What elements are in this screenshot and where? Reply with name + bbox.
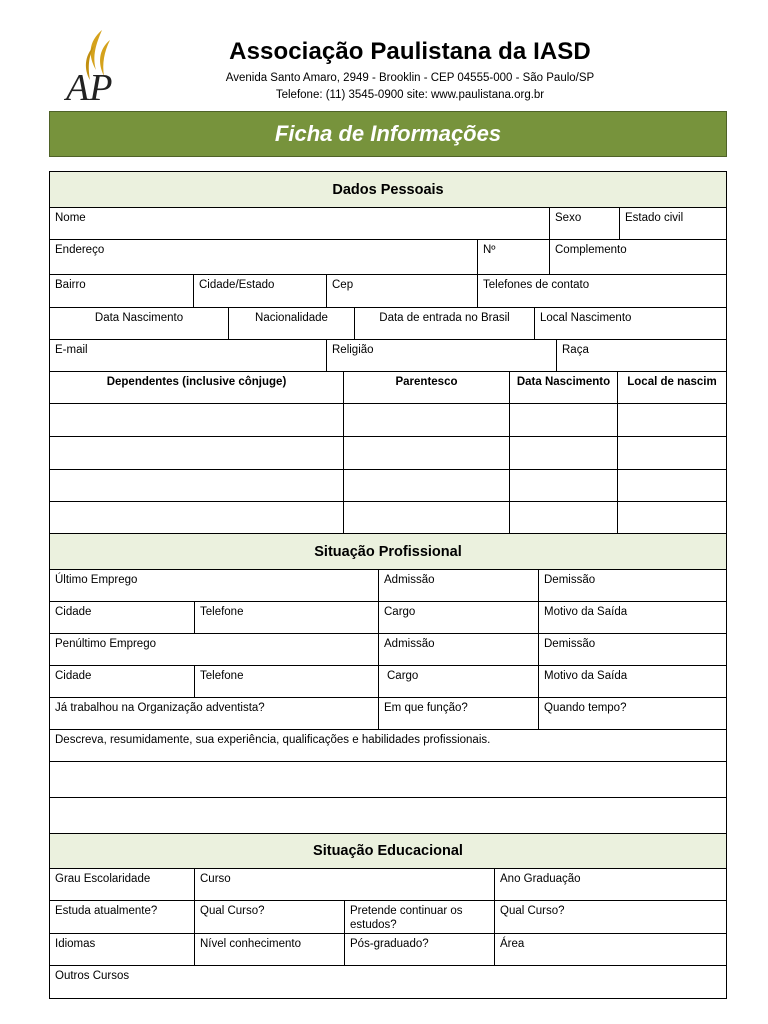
dependente-local-cell[interactable] — [618, 404, 726, 437]
field-qual-curso[interactable]: Qual Curso? — [195, 901, 345, 934]
field-motivo-saida[interactable]: Motivo da Saída — [539, 666, 726, 698]
field-ano-graduacao[interactable]: Ano Graduação — [495, 869, 726, 901]
field-quando-tempo[interactable]: Quando tempo? — [539, 698, 726, 730]
field-nome[interactable]: Nome — [50, 208, 550, 240]
dependente-data-cell[interactable] — [510, 404, 618, 437]
dependente-local-cell[interactable] — [618, 502, 726, 534]
section-situacao-profissional: Situação Profissional — [50, 534, 726, 570]
field-endereco[interactable]: Endereço — [50, 240, 478, 275]
dependente-parentesco-cell[interactable] — [344, 470, 510, 502]
form-title-banner — [49, 111, 727, 157]
field-admissao[interactable]: Admissão — [379, 570, 539, 602]
field-demissao[interactable]: Demissão — [539, 570, 726, 602]
field-cargo[interactable]: Cargo — [379, 602, 539, 634]
field-descreva-experiencia[interactable]: Descreva, resumidamente, sua experiência, qualificações e habilidades profissionais. — [50, 730, 726, 762]
dependente-data-cell[interactable] — [510, 470, 618, 502]
organization-contact: Telefone: (11) 3545-0900 site: www.paulistana.org.br — [275, 89, 545, 101]
field-nacionalidade[interactable]: Nacionalidade — [229, 308, 355, 340]
field-telefone[interactable]: Telefone — [195, 602, 379, 634]
field-motivo-saida[interactable]: Motivo da Saída — [539, 602, 726, 634]
field-bairro[interactable]: Bairro — [50, 275, 194, 308]
field-em-que-funcao[interactable]: Em que função? — [379, 698, 539, 730]
field-cargo[interactable]: Cargo — [379, 666, 539, 698]
dependente-data-cell[interactable] — [510, 437, 618, 470]
section-dados-pessoais: Dados Pessoais — [50, 172, 726, 208]
field-local-nascimento[interactable]: Local Nascimento — [535, 308, 726, 340]
dependentes-header: Dependentes (inclusive cônjuge) — [50, 372, 344, 404]
field-raca[interactable]: Raça — [557, 340, 726, 372]
field-religiao[interactable]: Religião — [327, 340, 557, 372]
dependente-name-cell[interactable] — [50, 404, 344, 437]
dependente-name-cell[interactable] — [50, 437, 344, 470]
field-pos-graduado[interactable]: Pós-graduado? — [345, 934, 495, 966]
field-cidade-estado[interactable]: Cidade/Estado — [194, 275, 327, 308]
field-pretende-continuar[interactable]: Pretende continuar os estudos? — [345, 901, 495, 934]
experiencia-line[interactable] — [50, 762, 726, 798]
ap-logo — [58, 26, 142, 104]
dependente-parentesco-cell[interactable] — [344, 437, 510, 470]
field-sexo[interactable]: Sexo — [550, 208, 620, 240]
field-ultimo-emprego[interactable]: Último Emprego — [50, 570, 379, 602]
field-ja-trabalhou[interactable]: Já trabalhou na Organização adventista? — [50, 698, 379, 730]
experiencia-line[interactable] — [50, 798, 726, 834]
logo-letters: AP — [66, 67, 113, 104]
field-admissao[interactable]: Admissão — [379, 634, 539, 666]
field-area[interactable]: Área — [495, 934, 726, 966]
local-nascimento-header: Local de nascim — [618, 372, 726, 404]
field-estado-civil[interactable]: Estado civil — [620, 208, 726, 240]
dependente-local-cell[interactable] — [618, 437, 726, 470]
field-telefones-contato[interactable]: Telefones de contato — [478, 275, 726, 308]
information-form — [49, 171, 727, 999]
dependente-parentesco-cell[interactable] — [344, 502, 510, 534]
field-curso[interactable]: Curso — [195, 869, 495, 901]
field-telefone[interactable]: Telefone — [195, 666, 379, 698]
form-title: Ficha de Informações — [274, 121, 502, 146]
field-demissao[interactable]: Demissão — [539, 634, 726, 666]
field-idiomas[interactable]: Idiomas — [50, 934, 195, 966]
dependente-data-cell[interactable] — [510, 502, 618, 534]
field-cidade[interactable]: Cidade — [50, 666, 195, 698]
data-nascimento-header: Data Nascimento — [510, 372, 618, 404]
field-numero[interactable]: Nº — [478, 240, 550, 275]
dependente-name-cell[interactable] — [50, 470, 344, 502]
field-estuda-atualmente[interactable]: Estuda atualmente? — [50, 901, 195, 934]
field-complemento[interactable]: Complemento — [550, 240, 726, 275]
field-nivel-conhecimento[interactable]: Nível conhecimento — [195, 934, 345, 966]
field-outros-cursos[interactable]: Outros Cursos — [55, 970, 130, 982]
section-situacao-educacional: Situação Educacional — [50, 834, 726, 869]
parentesco-header: Parentesco — [344, 372, 510, 404]
dependente-local-cell[interactable] — [618, 470, 726, 502]
organization-title: Associação Paulistana da IASD — [229, 38, 591, 65]
dependente-parentesco-cell[interactable] — [344, 404, 510, 437]
field-data-entrada-brasil[interactable]: Data de entrada no Brasil — [355, 308, 535, 340]
field-email[interactable]: E-mail — [50, 340, 327, 372]
field-grau-escolaridade[interactable]: Grau Escolaridade — [50, 869, 195, 901]
field-qual-curso-2[interactable]: Qual Curso? — [495, 901, 726, 934]
field-cep[interactable]: Cep — [327, 275, 478, 308]
organization-address: Avenida Santo Amaro, 2949 - Brooklin - CEP 04555-000 - São Paulo/SP — [225, 72, 595, 84]
field-data-nascimento[interactable]: Data Nascimento — [50, 308, 229, 340]
dependente-name-cell[interactable] — [50, 502, 344, 534]
field-penultimo-emprego[interactable]: Penúltimo Emprego — [50, 634, 379, 666]
field-cidade[interactable]: Cidade — [50, 602, 195, 634]
